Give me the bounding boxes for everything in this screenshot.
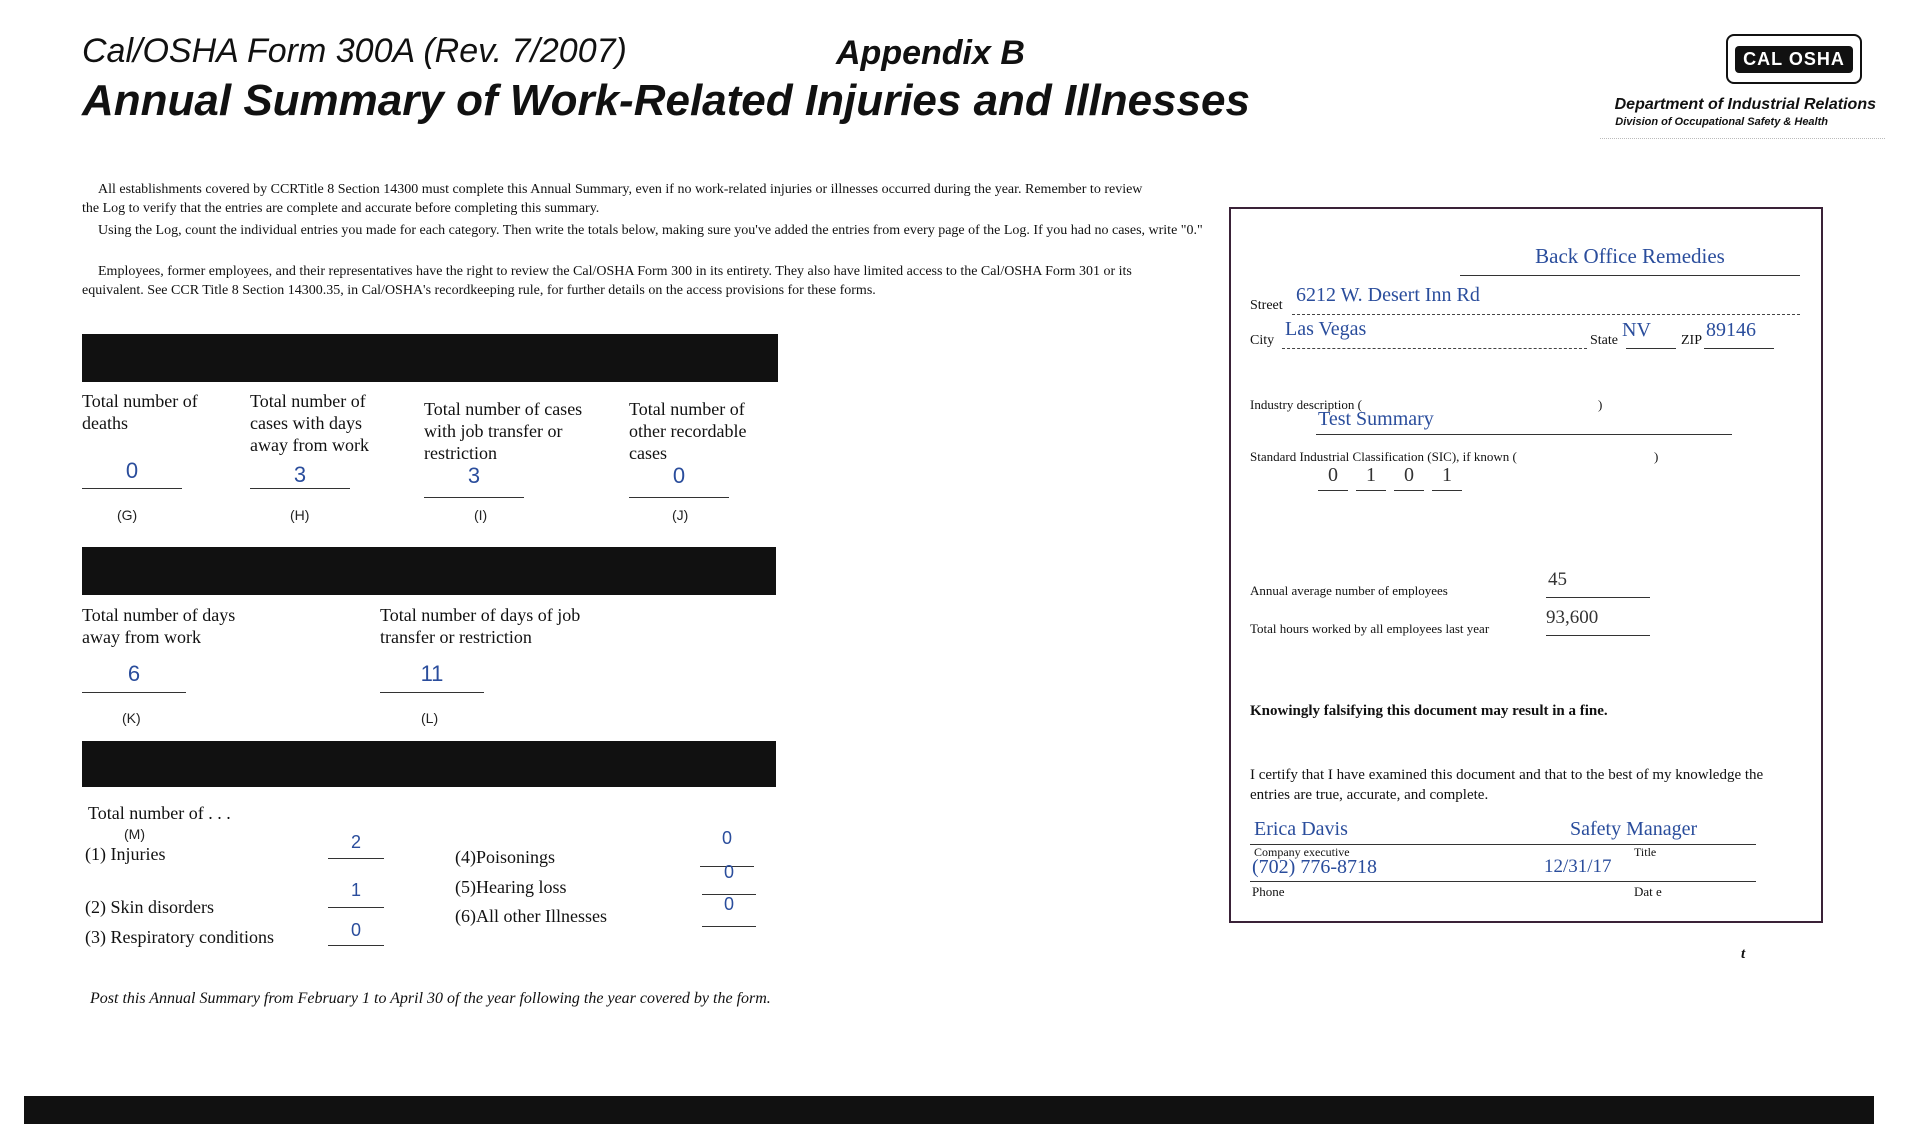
- hearing-value[interactable]: 0: [723, 862, 734, 882]
- hours-underline: [1546, 635, 1650, 636]
- away-cases-value[interactable]: 3: [293, 462, 307, 487]
- other-cases-underline: [629, 497, 729, 498]
- days-away-underline: [82, 692, 186, 693]
- respiratory-underline: [328, 945, 384, 946]
- days-transfer-value[interactable]: 11: [420, 661, 444, 686]
- stray-mark: t: [1741, 946, 1746, 962]
- bottom-bar: [24, 1096, 1874, 1124]
- injuries-value[interactable]: 2: [350, 832, 361, 852]
- days-transfer-label: Total number of days of job transfer or restriction: [380, 605, 581, 647]
- industry-close-paren: ): [1598, 397, 1603, 412]
- days-away-label: Total number of days away from work: [82, 605, 236, 647]
- industry-value[interactable]: Test Summary: [1318, 408, 1434, 430]
- phone-value[interactable]: (702) 776-8718: [1252, 856, 1377, 878]
- transfer-cases-value[interactable]: 3: [467, 463, 481, 488]
- sic-digit-4-underline: [1432, 490, 1462, 491]
- skin-value[interactable]: 1: [350, 880, 361, 900]
- away-cases-code: (H): [290, 507, 310, 523]
- zip-value[interactable]: 89146: [1706, 319, 1756, 341]
- logo-text: CAL OSHA: [1735, 46, 1853, 73]
- transfer-cases-underline: [424, 497, 524, 498]
- posting-note: Post this Annual Summary from February 1 to April 30 of the year following the year covered by the form.: [90, 990, 771, 1007]
- deaths-label: Total number of deaths: [82, 391, 198, 433]
- instructions-p2: Using the Log, count the individual entries you made for each category. Then write the totals below, making sure you've added the entries from every page of the Log. If you had no cases, write "0.": [98, 223, 1203, 238]
- employees-label: Annual average number of employees: [1250, 583, 1448, 598]
- poisonings-value[interactable]: 0: [721, 828, 732, 848]
- sic-digit-3[interactable]: 0: [1404, 464, 1414, 486]
- executive-label: Company executive: [1254, 845, 1350, 859]
- city-underline: [1282, 348, 1587, 349]
- sic-label: Standard Industrial Classification (SIC), if known (: [1250, 449, 1517, 464]
- sic-digit-2-underline: [1356, 490, 1386, 491]
- days-away-value[interactable]: 6: [127, 661, 141, 686]
- form-id: Cal/OSHA Form 300A (Rev. 7/2007): [82, 32, 627, 70]
- hearing-label: (5)Hearing loss: [455, 877, 567, 897]
- department-name: Department of Industrial Relations: [1614, 96, 1876, 113]
- deaths-value[interactable]: 0: [125, 458, 139, 483]
- executive-name[interactable]: Erica Davis: [1254, 818, 1348, 840]
- other-cases-code: (J): [672, 507, 689, 523]
- sic-digit-1[interactable]: 0: [1328, 464, 1338, 486]
- instructions-p1: All establishments covered by CCRTitle 8 Section 14300 must complete this Annual Summary, even if no work-related injuries or illnesses occurred during the year. Remember to review the Log to verify that the entries are complete and accurate before completing this summary.: [82, 182, 1143, 216]
- instructions-p3: Employees, former employees, and their representatives have the right to review the Cal/OSHA Form 300 in its entirety. They also have limited access to the Cal/OSHA Form 301 or its equivalent. See CCR Title 8 Section 14300.35, in Cal/OSHA's recordkeeping rule, for further details on the access provisions for these forms.: [82, 264, 1132, 298]
- section-bar-number-of-cases: [82, 334, 778, 382]
- street-underline: [1292, 314, 1800, 315]
- sic-digit-2[interactable]: 1: [1366, 464, 1376, 486]
- skin-label: (2) Skin disorders: [85, 897, 214, 917]
- street-value[interactable]: 6212 W. Desert Inn Rd: [1296, 284, 1480, 306]
- establishment-name-underline: [1460, 275, 1800, 276]
- executive-title[interactable]: Safety Manager: [1570, 818, 1698, 840]
- establishment-name[interactable]: Back Office Remedies: [1535, 244, 1725, 268]
- employees-value[interactable]: 45: [1548, 569, 1567, 590]
- deaths-code: (G): [117, 507, 138, 523]
- appendix-label: Appendix B: [836, 34, 1025, 72]
- hours-label: Total hours worked by all employees last year: [1250, 621, 1490, 636]
- away-cases-label: Total number of cases with days away from work: [250, 391, 369, 455]
- injuries-label: (1) Injuries: [85, 844, 166, 864]
- industry-underline: [1316, 434, 1732, 435]
- respiratory-value[interactable]: 0: [350, 920, 361, 940]
- phone-label: Phone: [1252, 884, 1285, 899]
- transfer-cases-label: Total number of cases with job transfer or restriction: [424, 399, 583, 463]
- days-transfer-underline: [380, 692, 484, 693]
- city-value[interactable]: Las Vegas: [1285, 318, 1367, 340]
- other-cases-value[interactable]: 0: [672, 463, 686, 488]
- cal-osha-logo: [1726, 34, 1862, 84]
- days-transfer-code: (L): [421, 710, 439, 726]
- respiratory-label: (3) Respiratory conditions: [85, 927, 274, 947]
- skin-underline: [328, 907, 384, 908]
- date-value[interactable]: 12/31/17: [1544, 856, 1612, 877]
- types-code: (M): [124, 826, 145, 842]
- other-cases-label: Total number of other recordable cases: [629, 399, 747, 463]
- state-value[interactable]: NV: [1622, 319, 1651, 341]
- date-label: Dat e: [1634, 884, 1662, 899]
- away-cases-underline: [250, 488, 350, 489]
- zip-label: ZIP: [1681, 333, 1702, 348]
- certification-text: I certify that I have examined this document and that to the best of my knowledge the entries are true, accurate, and complete.: [1250, 767, 1764, 803]
- title-label: Title: [1634, 845, 1657, 859]
- other-illness-underline: [702, 926, 756, 927]
- sic-close-paren: ): [1654, 449, 1659, 464]
- phone-date-underline: [1250, 881, 1756, 882]
- falsification-warning: Knowingly falsifying this document may result in a fine.: [1250, 703, 1608, 719]
- street-label: Street: [1250, 298, 1283, 313]
- zip-underline: [1704, 348, 1774, 349]
- transfer-cases-code: (I): [474, 507, 488, 523]
- city-label: City: [1250, 333, 1275, 348]
- state-label: State: [1590, 333, 1618, 348]
- industry-label: Industry description (: [1250, 397, 1362, 412]
- division-name: Division of Occupational Safety & Health: [1615, 116, 1828, 128]
- other-illness-label: (6)All other Illnesses: [455, 906, 607, 926]
- employees-underline: [1546, 597, 1650, 598]
- hours-value[interactable]: 93,600: [1546, 607, 1599, 628]
- types-heading: Total number of . . .: [88, 803, 231, 823]
- injuries-underline: [328, 858, 384, 859]
- sic-digit-4[interactable]: 1: [1442, 464, 1452, 486]
- state-underline: [1626, 348, 1676, 349]
- section-bar-number-of-days: [82, 547, 776, 595]
- deaths-underline: [82, 488, 182, 489]
- header-divider: [1600, 138, 1885, 139]
- page-title: Annual Summary of Work-Related Injuries and Illnesses: [82, 76, 1250, 125]
- sic-digit-3-underline: [1394, 490, 1424, 491]
- section-bar-injury-illness-types: [82, 741, 776, 787]
- days-away-code: (K): [122, 710, 141, 726]
- poisonings-label: (4)Poisonings: [455, 847, 556, 867]
- other-illness-value[interactable]: 0: [723, 894, 734, 914]
- sic-digit-1-underline: [1318, 490, 1348, 491]
